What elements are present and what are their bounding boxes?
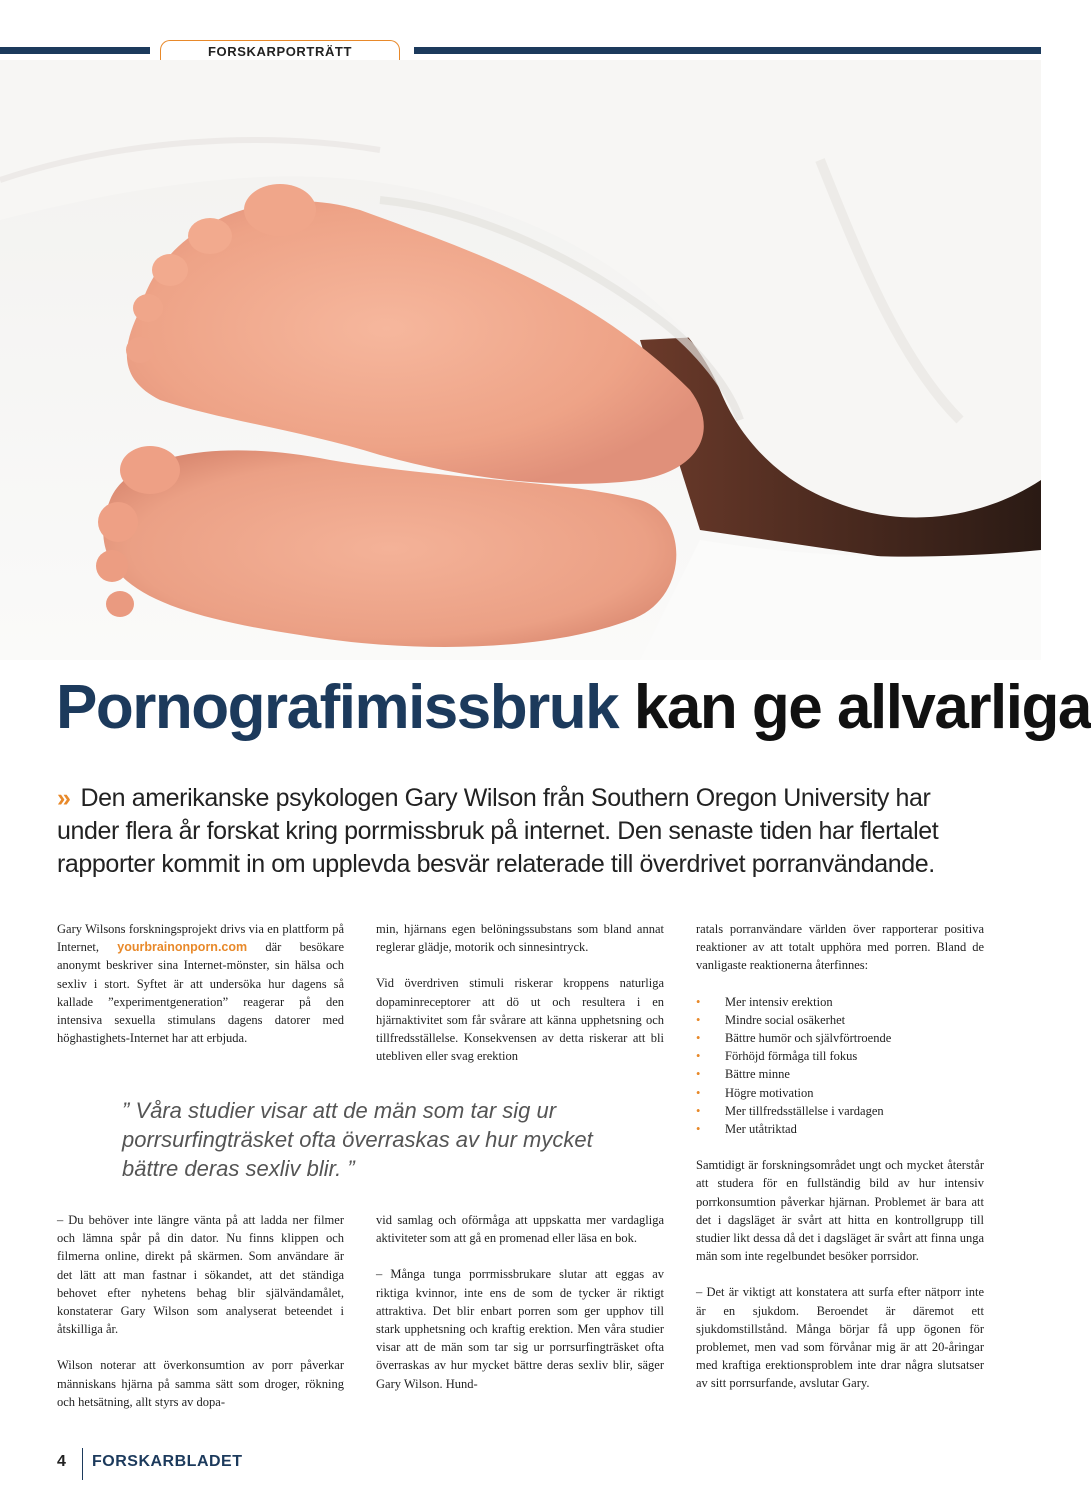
paragraph: Gary Wilsons forskningsprojekt drivs via en plattform på Internet, yourbrainonporn.com där besökare anonymt beskriver sina Internet-mönster, sin hälsa och sexliv i stort. Syftet är att undersöka hur dagens så kallade ”experimentgeneration” reagerar på den intensiva sexuella stimulans dagens datorer med höghastighets-Internet har att erbjuda.	[57, 922, 345, 1046]
reactions-list	[696, 993, 984, 1139]
page-number: 4	[57, 1453, 66, 1470]
column-2-top	[376, 920, 664, 1083]
list-item: • Mer intensiv erektion	[696, 993, 984, 1011]
paragraph: Vid överdriven stimuli riskerar kroppens naturliga dopaminreceptorer att dö ut och resultera i en hjärnaktivitet som får svårare att känna upphetsning och tillfredsställelse. Konsekvensen av detta riskerar att bli utebliven eller svag erektion	[376, 976, 664, 1064]
paragraph: – Det är viktigt att konstatera att surfa efter nätporr inte är en sjukdom. Beroendet är däremot ett sjukdomstillstånd. Många börjar få upp ögonen för problemet, men vad som förvånar mig är att 20-åringar med kraftiga erektionsproblem inte drar några slutsatser av sitt porrsurfande, avslutar Gary.	[696, 1285, 984, 1391]
feature-photo	[0, 60, 1041, 660]
lead-arrow-icon: »	[57, 784, 71, 812]
list-item: • Bättre minne	[696, 1065, 984, 1083]
lead-paragraph	[57, 782, 987, 881]
headline	[56, 668, 1091, 748]
paragraph: – Du behöver inte längre vänta på att ladda ner filmer och lämna spår på din dator. Nu finns klippen och filmerna online, direkt på skärmen. Som användare är det lätt att man fastnar i sökandet, att det ständiga behovet efter nyhetens behag blir självändamålet, konstaterar Gary Wilson som analyserat beteendet i åtskilliga år.	[57, 1213, 344, 1337]
list-item: • Bättre humör och självförtroende	[696, 1029, 984, 1047]
website-link[interactable]: yourbrainonporn.com	[117, 940, 248, 955]
list-item: • Mer tillfredsställelse i vardagen	[696, 1102, 984, 1120]
column-3	[696, 920, 984, 1411]
column-1-bottom	[57, 1211, 344, 1429]
footer-divider	[82, 1448, 83, 1480]
column-2-bottom	[376, 1211, 664, 1411]
headline-part2: kan ge allvarliga	[633, 673, 1091, 742]
lead-text: Den amerikanske psykologen Gary Wilson från Southern Oregon University har under flera år forskat kring porrmissbruk på internet. Den senaste tiden har flertalet rapporter kommit in om upplevda besvär relaterade till överdrivet porranvändande.	[57, 784, 939, 878]
list-item: • Mer utåtriktad	[696, 1120, 984, 1138]
pull-quote: ” Våra studier visar att de män som tar sig ur porrsurfingträsket ofta överraskas av hur mycket bättre deras sexliv blir. ”	[122, 1098, 593, 1181]
list-item: • Högre motivation	[696, 1084, 984, 1102]
headline-part1: Pornografimissbruk	[56, 673, 619, 742]
paragraph: Wilson noterar att överkonsumtion av porr påverkar människans hjärna på samma sätt som droger, rökning och hetsätning, allt styrs av dopa-	[57, 1358, 344, 1409]
publication-title: FORSKARBLADET	[92, 1453, 243, 1470]
feet-illustration	[0, 60, 1041, 660]
header-rule-right	[414, 47, 1041, 54]
header-rule-left	[0, 47, 150, 54]
paragraph: Samtidigt är forskningsområdet ungt och mycket återstår att studera för en fullständig bild av hur intensiv porrkonsumtion påverkar hjärnan. Problemet är bara att det i dagsläget är svårt att hitta en kontrollgrupp till studier likt dessa då det i dagsläget är svårt att finna unga män som inte regelbundet besöker porrsidor.	[696, 1158, 984, 1264]
section-label: FORSKARPORTRÄTT	[160, 40, 400, 62]
paragraph: – Många tunga porrmissbrukare slutar att eggas av riktiga kvinnor, inte ens de som de tycker är riktigt attraktiva. Det blir enbart porren som ger upphov till stark upphetsning och kraftig erektion. Men våra studier visar att de män som tar sig ur porrsurfingträsket ofta överraskas av hur mycket bättre deras sexliv blir, säger Gary Wilson. Hund-	[376, 1267, 664, 1391]
paragraph: ratals porranvändare världen över rapporterar positiva reaktioner av att totalt upphöra med porren. Bland de vanligaste reaktionerna återfinnes:	[696, 922, 984, 973]
paragraph: min, hjärnans egen belöningssubstans som bland annat reglerar glädje, motorik och sinnesintryck.	[376, 922, 664, 955]
list-item: • Mindre social osäkerhet	[696, 1011, 984, 1029]
column-1-top	[57, 920, 344, 1065]
list-item: • Förhöjd förmåga till fokus	[696, 1047, 984, 1065]
paragraph: vid samlag och oförmåga att uppskatta mer vardagliga aktiviteter som att gå en promenad eller läsa en bok.	[376, 1213, 664, 1246]
